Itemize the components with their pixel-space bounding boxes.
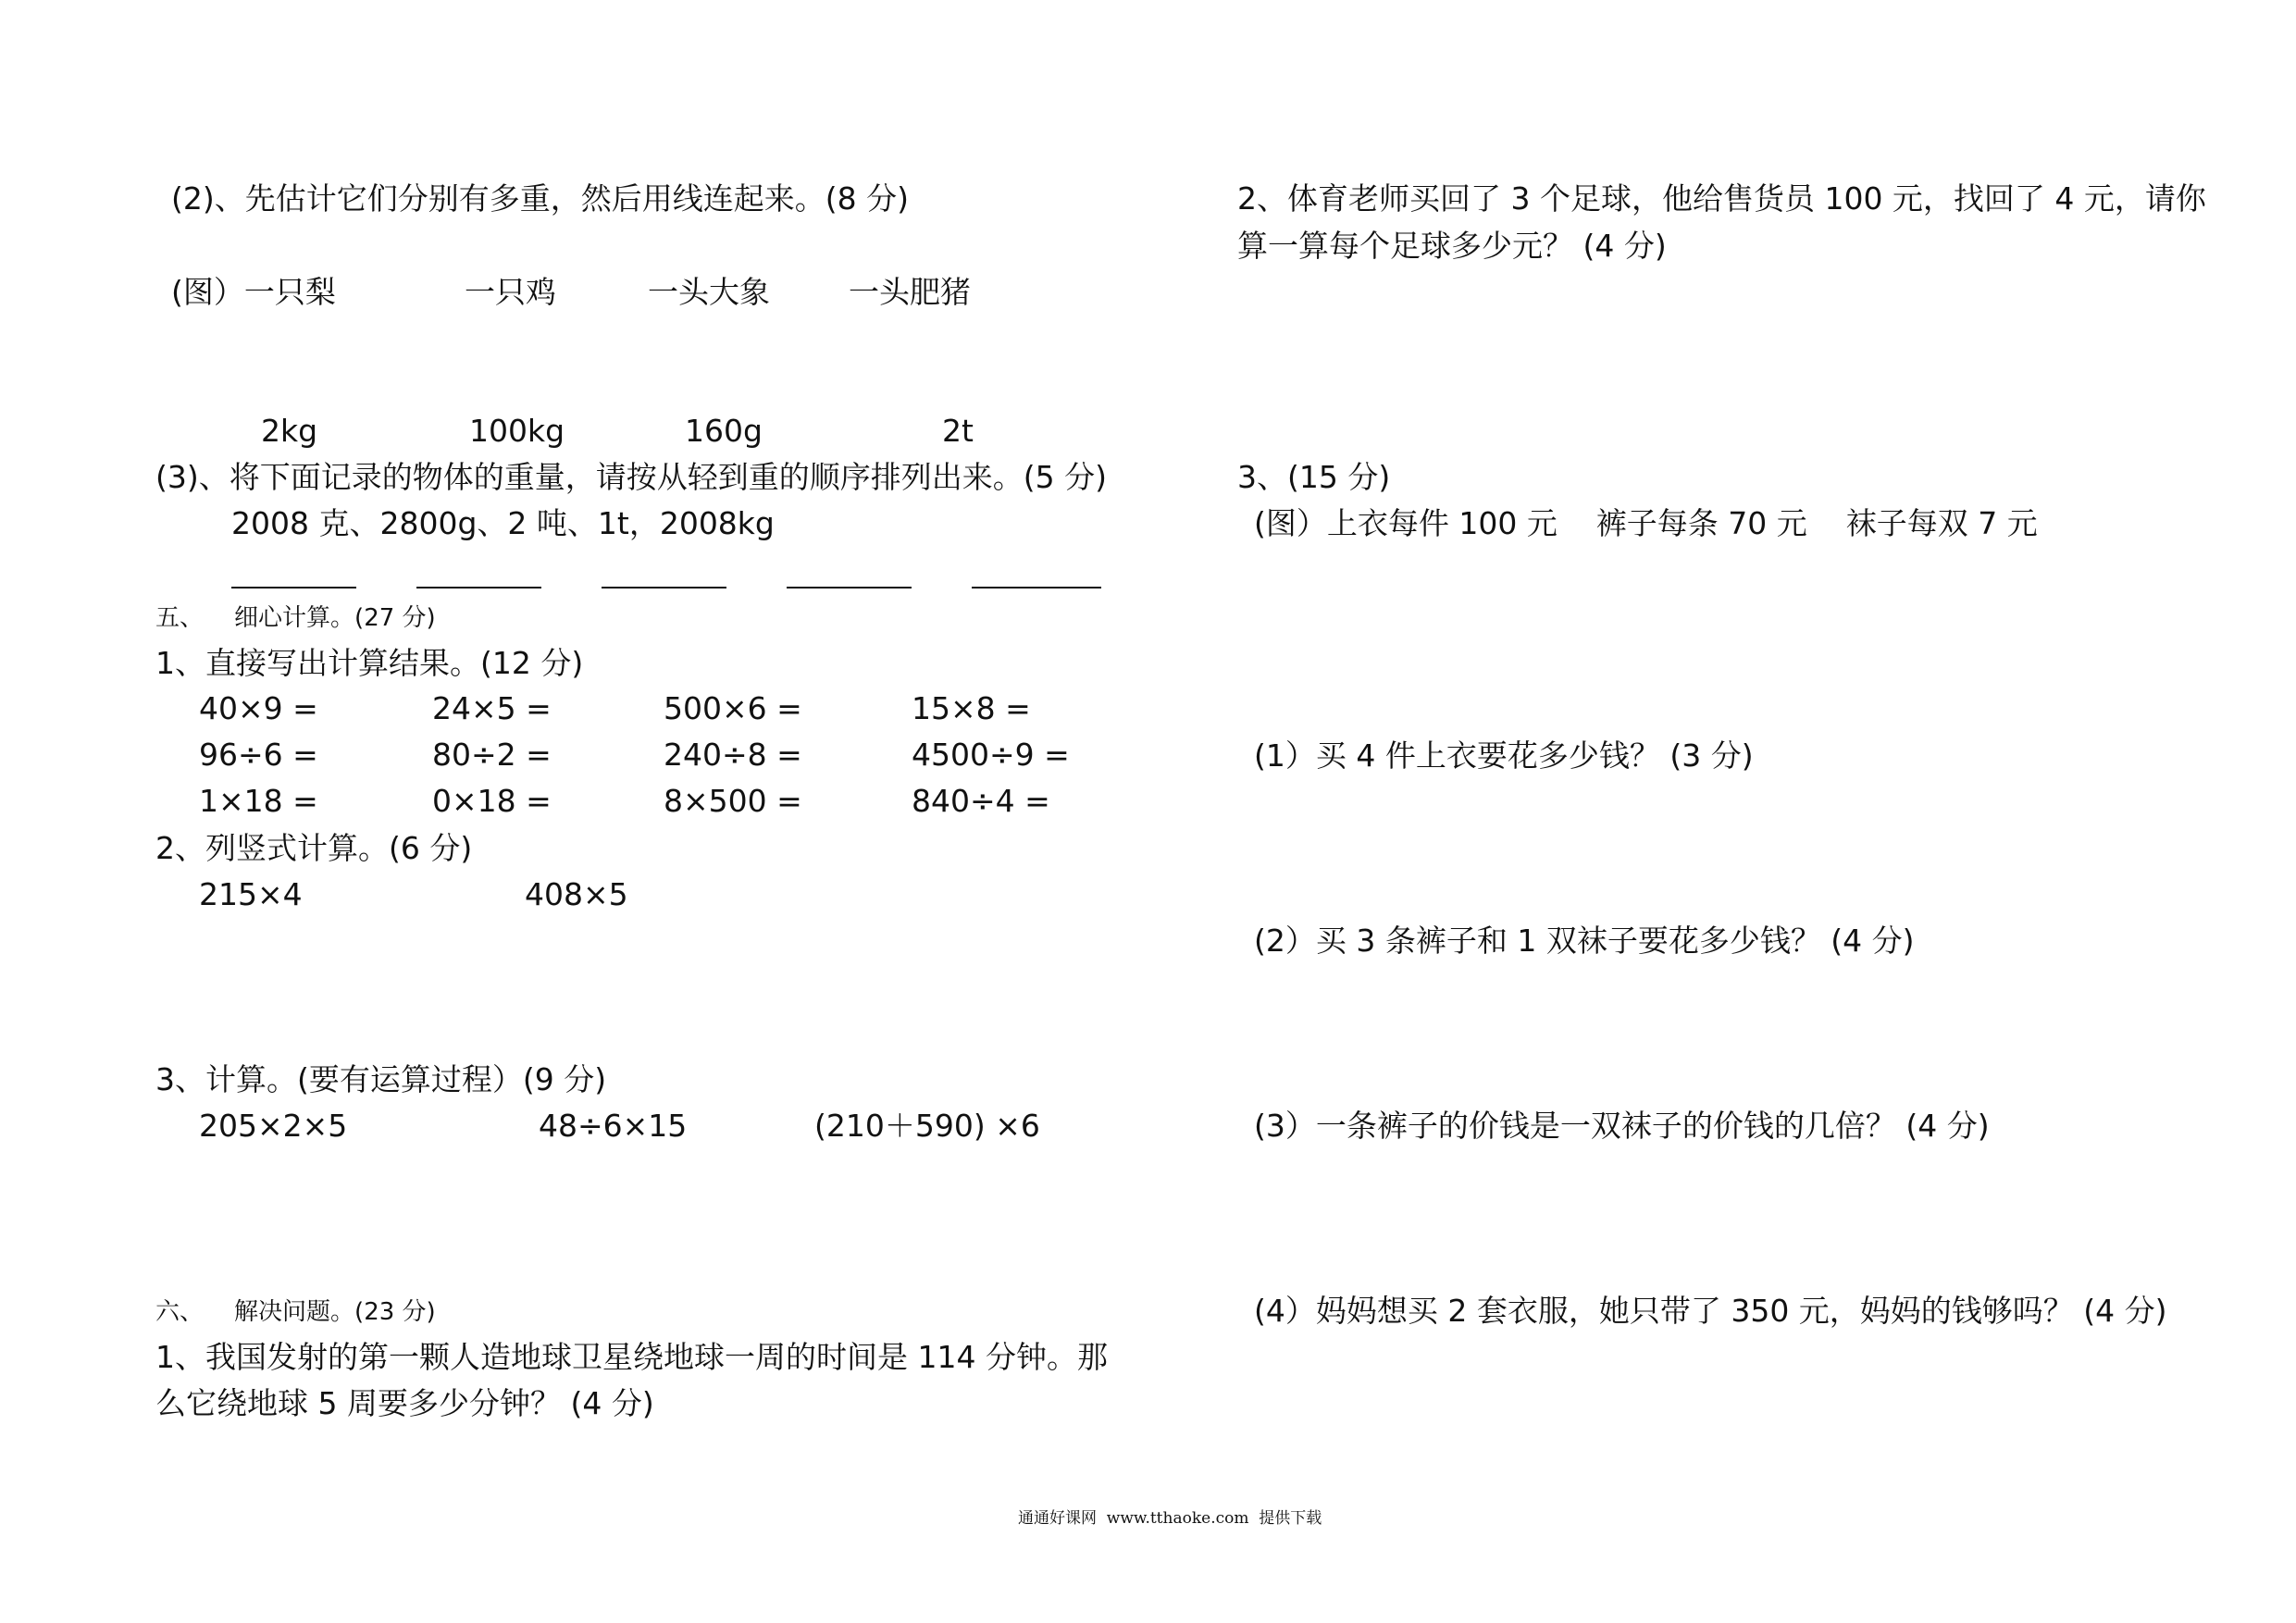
calc-item: 1×18 = <box>199 783 318 819</box>
calc-item: 24×5 = <box>432 690 552 726</box>
footer-credit: 通通好课网 www.tthaoke.com 提供下载 <box>1018 1509 1322 1528</box>
expression-item: 48÷6×15 <box>539 1108 688 1144</box>
calc-item: 4500÷9 = <box>912 737 1070 773</box>
answer-blank[interactable] <box>231 587 356 588</box>
r-question-2-line-1: 2、体育老师买回了 3 个足球，他给售货员 100 元，找回了 4 元，请你 <box>1237 180 2206 217</box>
item-elephant: 一头大象 <box>648 274 770 310</box>
calc-item: 96÷6 = <box>199 737 318 773</box>
calc-item: 15×8 = <box>912 690 1031 726</box>
question-3-values: 2008 克、2800g、2 吨、1t，2008kg <box>231 505 775 541</box>
weight-option: 160g <box>685 413 763 449</box>
section-6-title: 六、 解决问题。(23 分) <box>155 1298 436 1326</box>
answer-blank[interactable] <box>602 587 726 588</box>
calc-item: 8×500 = <box>664 783 802 819</box>
s6-question-1-line-1: 1、我国发射的第一颗人造地球卫星绕地球一周的时间是 114 分钟。那 <box>155 1339 1108 1375</box>
calc-item: 500×6 = <box>664 690 802 726</box>
r-question-2-line-2: 算一算每个足球多少元？ (4 分) <box>1237 228 1667 264</box>
s5-question-2-title: 2、列竖式计算。(6 分) <box>155 830 473 866</box>
weight-option: 100kg <box>469 413 565 449</box>
calc-item: 80÷2 = <box>432 737 552 773</box>
calc-item: 840÷4 = <box>912 783 1050 819</box>
s5-question-3-title: 3、计算。(要有运算过程）(9 分) <box>155 1061 607 1097</box>
s5-question-1-title: 1、直接写出计算结果。(12 分) <box>155 645 584 681</box>
expression-item: 205×2×5 <box>199 1108 348 1144</box>
r-sub-question-3: (3）一条裤子的价钱是一双袜子的价钱的几倍？ (4 分) <box>1254 1108 1990 1144</box>
r-question-3-title: 3、(15 分) <box>1237 459 1391 495</box>
s6-question-1-line-2: 么它绕地球 5 周要多少分钟？ (4 分) <box>155 1385 654 1421</box>
r-sub-question-1: (1）买 4 件上衣要花多少钱？ (3 分) <box>1254 737 1754 774</box>
question-2-title: (2)、先估计它们分别有多重，然后用线连起来。(8 分) <box>171 180 909 217</box>
weight-option: 2t <box>942 413 974 449</box>
item-pear: (图）一只梨 <box>171 274 336 310</box>
vertical-calc-item: 215×4 <box>199 876 303 912</box>
r-sub-question-4: (4）妈妈想买 2 套衣服，她只带了 350 元，妈妈的钱够吗？ (4 分) <box>1254 1293 2167 1329</box>
item-chicken: 一只鸡 <box>465 274 556 310</box>
r-sub-question-2: (2）买 3 条裤子和 1 双袜子要花多少钱？ (4 分) <box>1254 923 1915 959</box>
calc-item: 0×18 = <box>432 783 552 819</box>
answer-blank[interactable] <box>972 587 1101 588</box>
item-pig: 一头肥猪 <box>849 274 971 310</box>
weight-option: 2kg <box>261 413 318 449</box>
answer-blank[interactable] <box>416 587 541 588</box>
calc-item: 40×9 = <box>199 690 318 726</box>
section-5-title: 五、 细心计算。(27 分) <box>155 604 436 632</box>
calc-item: 240÷8 = <box>664 737 802 773</box>
expression-item: (210＋590) ×6 <box>814 1108 1040 1144</box>
answer-blank[interactable] <box>787 587 912 588</box>
question-3-title: (3)、将下面记录的物体的重量，请按从轻到重的顺序排列出来。(5 分) <box>155 459 1107 495</box>
vertical-calc-item: 408×5 <box>525 876 628 912</box>
r-question-3-prices: (图）上衣每件 100 元 裤子每条 70 元 袜子每双 7 元 <box>1254 505 2038 541</box>
